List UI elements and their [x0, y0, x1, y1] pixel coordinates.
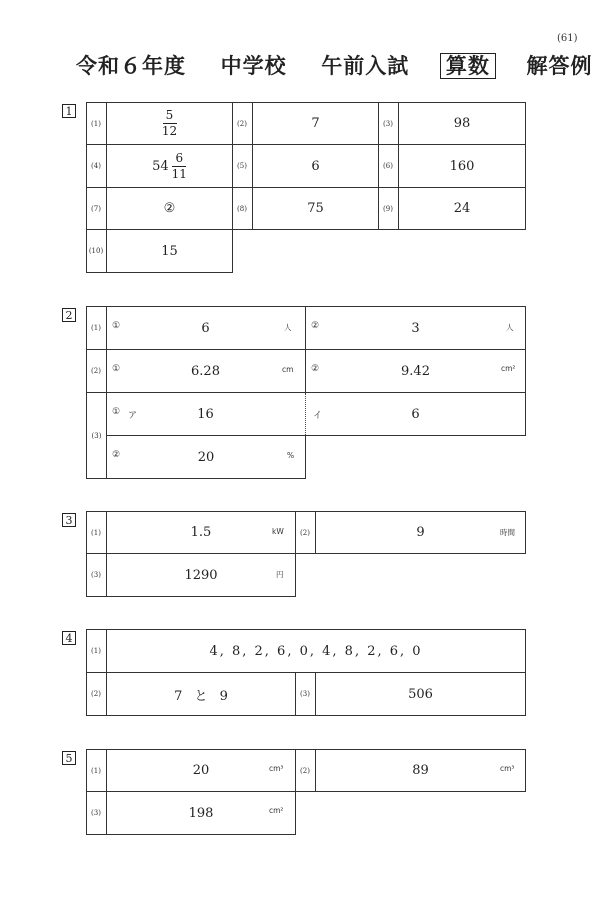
q1-answer-8-value: 75 — [307, 201, 324, 216]
q2-2-unit-b: cm² — [501, 364, 516, 373]
q3-1-value: 1.5 — [190, 525, 212, 540]
q2-3-value-i: 6 — [411, 406, 420, 422]
q3-1-unit: kW — [272, 527, 284, 536]
q1-answer-6-value: 160 — [449, 158, 475, 174]
title-exam: 午前入試 — [321, 53, 410, 78]
q5-sub-1: (1) — [91, 766, 101, 775]
q1-sub-2: (2) — [237, 119, 247, 128]
q2-2-mark-a: ① — [112, 364, 121, 374]
q1-sub-10: (10) — [88, 247, 104, 255]
q5-sub-2: (2) — [300, 766, 310, 775]
q1-answer-10-value: 15 — [161, 243, 178, 259]
q2-3-unit-b: % — [287, 451, 295, 460]
q1-answer-9-value: 24 — [453, 201, 471, 216]
title-year: 令和６年度 — [76, 53, 186, 78]
q2-3-kana-a: ア — [128, 411, 138, 421]
q1-answer-5-value: 6 — [311, 158, 320, 174]
fraction — [172, 152, 187, 180]
q2-2-unit-a: cm — [282, 365, 294, 374]
title-answer-key: 解答例 — [526, 53, 593, 78]
q1-sub-5: (5) — [237, 162, 247, 170]
q1-sub-6: (6) — [383, 162, 393, 170]
q3-2-value: 9 — [416, 525, 425, 540]
q1-sub-1: (1) — [91, 119, 101, 128]
q3-sub-1: (1) — [91, 528, 101, 537]
q3-sub-2: (2) — [300, 528, 310, 537]
q4-3-value: 506 — [408, 686, 433, 702]
q1-sub-4: (4) — [91, 162, 101, 170]
question-1-label: 1 — [62, 104, 76, 118]
title-school: 中学校 — [220, 53, 287, 78]
q5-sub-3: (3) — [91, 809, 101, 817]
page-title — [76, 50, 593, 80]
mixed-whole: 54 — [152, 158, 169, 174]
q3-3-value: 1290 — [184, 567, 218, 583]
q4-sub-3: (3) — [300, 690, 310, 698]
q2-2-value-a: 6.28 — [191, 363, 220, 379]
q4-sub-2: (2) — [91, 690, 101, 698]
q2-1-value-b: 3 — [411, 320, 420, 336]
title-subject: 算数 — [440, 53, 496, 79]
q1-answer-2-value: 7 — [311, 116, 320, 131]
q5-2-unit: cm³ — [500, 764, 515, 773]
q2-2-value-b: 9.42 — [401, 363, 430, 379]
q3-2-unit: 時間 — [500, 528, 515, 537]
q1-sub-9: (9) — [383, 204, 393, 213]
q2-1-mark-b: ② — [311, 321, 320, 331]
denominator: 12 — [161, 124, 178, 138]
numerator: 6 — [175, 150, 184, 165]
q2-3-mark-b: ② — [112, 450, 121, 460]
question-3-label: 3 — [62, 513, 76, 527]
q2-sub-2: (2) — [91, 367, 101, 375]
q4-1-value: 4, 8, 2, 6, 0, 4, 8, 2, 6, 0 — [209, 643, 423, 659]
q3-sub-3: (3) — [91, 571, 101, 579]
q2-1-unit-b: 人 — [506, 323, 514, 332]
q2-2-mark-b: ② — [311, 364, 320, 374]
page-number: (61) — [557, 33, 578, 44]
q1-sub-7: (7) — [91, 204, 101, 213]
q1-sub-8: (8) — [237, 204, 247, 213]
question-4-label: 4 — [62, 631, 76, 645]
q4-sub-1: (1) — [91, 647, 101, 655]
numerator: 5 — [165, 108, 174, 123]
q2-3-mark-a: ① — [112, 407, 121, 417]
q2-1-value-a: 6 — [201, 320, 210, 336]
q2-sub-1: (1) — [91, 324, 101, 332]
q2-1-mark-a: ① — [112, 321, 121, 331]
q1-answer-1-value — [106, 102, 233, 145]
q5-3-unit: cm² — [269, 806, 284, 815]
q2-1-unit-a: 人 — [284, 323, 292, 332]
q1-answer-4-value — [106, 144, 233, 188]
q5-1-value: 20 — [192, 763, 210, 778]
q1-sub-3: (3) — [383, 119, 393, 128]
question-5-label: 5 — [62, 751, 76, 765]
q2-sub-3: (3) — [91, 431, 102, 440]
q2-3-value-a: 16 — [197, 406, 214, 422]
q5-1-unit: cm³ — [269, 764, 284, 773]
q5-3-value: 198 — [188, 805, 214, 821]
q5-2-value: 89 — [412, 763, 429, 778]
q2-3-kana-i: イ — [313, 411, 323, 421]
q2-3-value-b: 20 — [197, 449, 215, 465]
denominator: 11 — [171, 166, 187, 181]
fraction — [162, 109, 177, 137]
question-2-label: 2 — [62, 308, 76, 322]
q3-3-unit: 円 — [276, 570, 284, 579]
q4-2-value: 7 と 9 — [174, 688, 228, 704]
q1-answer-7-value: ② — [163, 201, 176, 216]
q1-answer-3-value: 98 — [453, 116, 471, 131]
